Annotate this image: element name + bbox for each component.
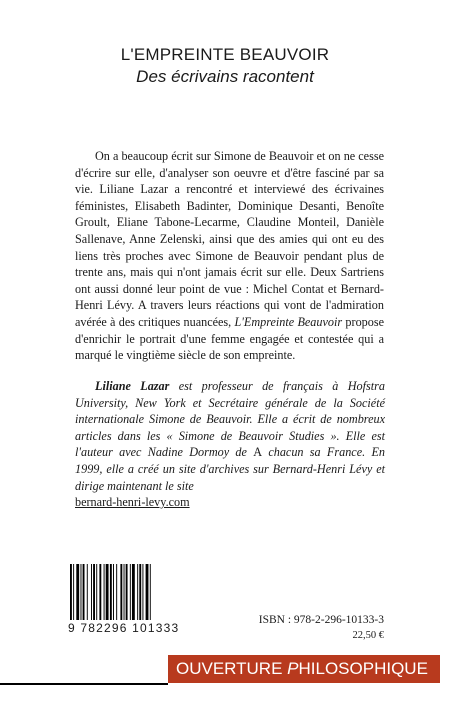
barcode-bar [104,564,105,620]
bio-text-2: chacun sa France. [262,445,372,460]
website-link[interactable]: bernard-henri-levy.com [75,495,190,510]
collection-word-2-initial: P [287,659,299,678]
barcode [68,564,178,635]
barcode-bar [96,564,97,620]
blurb-text-1: On a beaucoup écrit sur Simone de Beauvoir et on ne cesse d'écrire sur elle, d'analyser son oeuvre et d'être fasciné par sa vie. Liliane Lazar a rencontré et interviewé des écrivaines féministes, Elisabeth Badinter, Dominique Desanti, Benoîte Groult, Eliane Tabone-Lecarme, Claudine Monteil, Danièle Sallenave, Anne Zelenski, ainsi que des amies qui ont eu des liens très proches avec Simone de Beauvoir pendant plus de trente ans, mais qui n'ont jamais écrit sur elle. Deux Sartriens ont aussi donné leur point de vue : Michel Contat et Bernard-Henri Lévy. A travers leurs réactions qui vont de l'admiration avérée à des critiques nuancées, [75,149,384,329]
barcode-bar [93,564,95,620]
barcode-bar [87,564,88,620]
barcode-bar [137,564,138,620]
barcode-bars-icon [68,564,178,620]
book-subtitle: Des écrivains racontent [136,67,314,86]
barcode-digits: 9 782296 101333 [68,621,180,635]
barcode-bar [70,564,72,620]
barcode-bar [150,564,151,620]
collection-word-2-rest: HILOSOPHIQUE [298,659,428,678]
blurb-book-title: L'Empreinte Beauvoir [234,314,343,329]
collection-rule [0,655,168,685]
barcode-bar [99,564,101,620]
price: 22,50 € [352,630,384,641]
bio-paragraph [75,378,385,511]
bio-book-a: A [253,445,263,460]
collection-name [168,655,440,683]
barcode-bar [76,564,79,620]
bio-text-1: est professeur de français à Hofstra University, New York et Secrétaire générale de la Société internationale Simone de Beauvoir. Elle a écrit de nombreux articles dans les « Simone de Beauvoir Studies ». Elle est l'auteur avec Nadine Dormoy de [75,379,385,460]
barcode-bar [120,564,122,620]
blurb-paragraph [75,148,384,364]
barcode-bar [73,564,74,620]
barcode-bar [91,564,92,620]
barcode-bar [106,564,109,620]
isbn: ISBN : 978-2-296-10133-3 [258,614,384,626]
barcode-bar [146,564,149,620]
collection-word-1: OUVERTURE [176,659,288,678]
header [0,44,450,88]
author-name: Liliane Lazar [95,379,170,393]
book-title: L'EMPREINTE BEAUVOIR [120,45,330,64]
barcode-bar [81,564,82,620]
barcode-bar [130,564,131,620]
barcode-bar [142,564,143,620]
bio-text-3: En 1999, elle a créé un site d'archives sur Bernard-Henri Lévy et dirige maintenant le site [75,445,385,493]
barcode-bar [139,564,141,620]
barcode-bar [116,564,117,620]
blurb-text-2: propose d'enrichir le portrait d'une femme engagée et contestée qui a marqué le vingtième siècle de son empreinte. [75,314,384,363]
barcode-bar [113,564,114,620]
barcode-bar [132,564,135,620]
barcode-bar [126,564,128,620]
barcode-bar [124,564,125,620]
barcode-bar [110,564,112,620]
author-bio [75,378,385,511]
back-cover-blurb [75,148,384,364]
collection-bar [0,655,450,683]
barcode-bar [83,564,85,620]
